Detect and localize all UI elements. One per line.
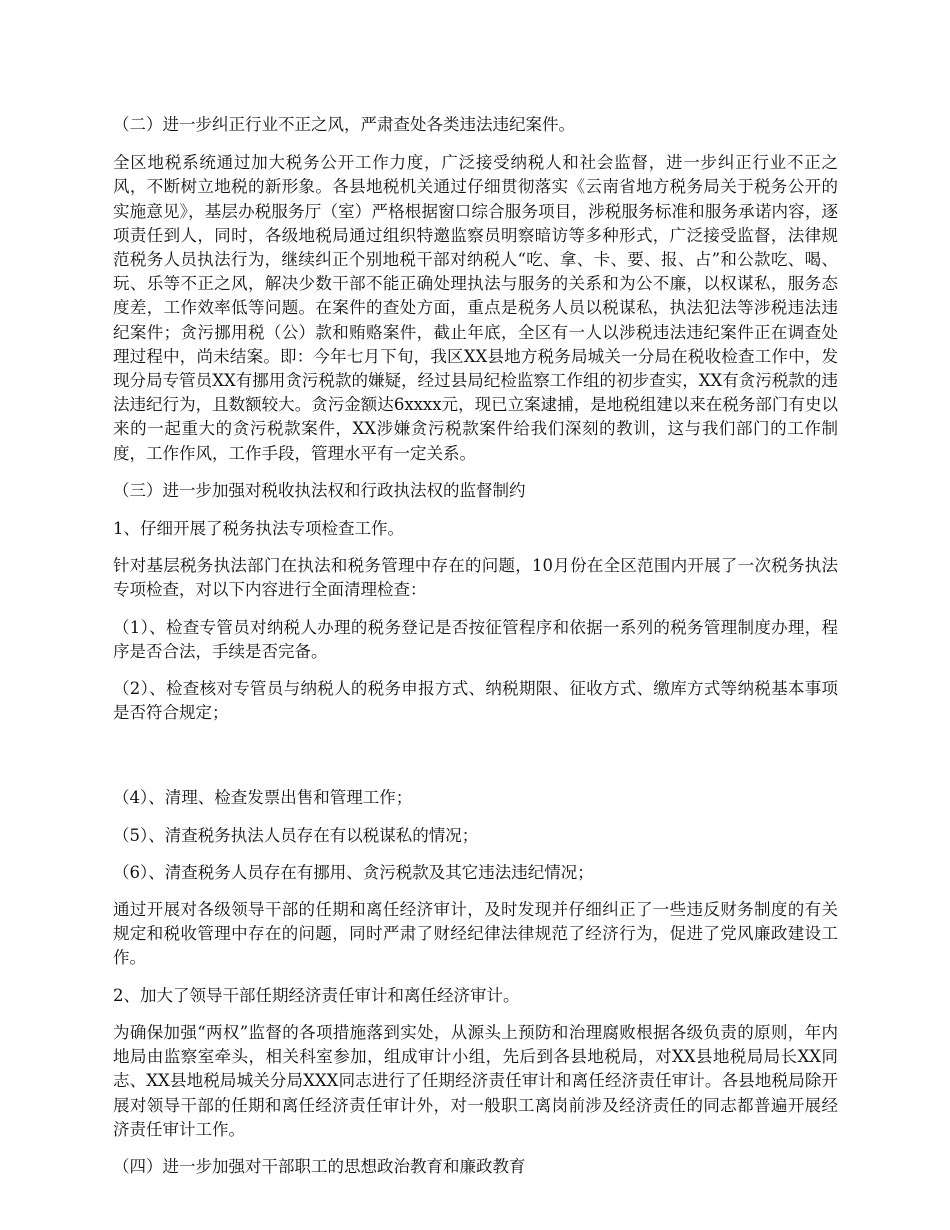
subheading-2: 2、加大了领导干部任期经济责任审计和离任经济审计。 bbox=[113, 985, 520, 1005]
list-item-4: （4）、清理、检查发票出售和管理工作； bbox=[113, 788, 413, 808]
body-paragraph-audit-work: 为确保加强“两权”监督的各项措施落到实处，从源头上预防和治理腐败根据各级负责的原则，年内地局由监察室牵头，相关科室参加，组成审计小组，先后到各县地税局，对XX县地税局局长XX同志、XX县地税局城关分局XXX同志进行了任期经济责任审计和离任经济责任审计。各县地税局除开展对领导干部的任期和离任经济责任审计外，对一般职工离岗前涉及经济责任的同志都普遍开展经济责任审计工作。 bbox=[113, 1022, 838, 1139]
section-heading-4: （四）进一步加强对干部职工的思想政治教育和廉政教育 bbox=[113, 1156, 526, 1176]
list-item-1: （1）、检查专管员对纳税人办理的税务登记是否按征管程序和依据一系列的税务管理制度办理，程序是否合法，手续是否完备。 bbox=[113, 617, 838, 661]
list-item-5: （5）、清查税务执法人员存在有以税谋私的情况； bbox=[113, 825, 479, 845]
list-item-6: （6）、清查税务人员存在有挪用、贪污税款及其它违法违纪情况； bbox=[113, 862, 594, 882]
blank-gap bbox=[113, 738, 838, 786]
body-paragraph-audit-results: 通过开展对各级领导干部的任期和离任经济审计，及时发现并仔细纠正了一些违反财务制度的有关规定和税收管理中存在的问题，同时严肃了财经纪律法律规范了经济行为，促进了党风廉政建设工作。 bbox=[113, 900, 838, 968]
section-heading-2: （二）进一步纠正行业不正之风，严肃查处各类违法违纪案件。 bbox=[113, 115, 575, 134]
subheading-1: 1、仔细开展了税务执法专项检查工作。 bbox=[113, 519, 404, 539]
body-paragraph-public-supervision: 全区地税系统通过加大税务公开工作力度，广泛接受纳税人和社会监督，进一步纠正行业不正之风，不断树立地税的新形象。各县地税机关通过仔细贯彻落实《云南省地方税务局关于税务公开的实施意见》，基层办税服务厅（室）严格根据窗口综合服务项目，涉税服务标准和服务承诺内容，逐项责任到人，同时，各级地税局通过组织特邀监察员明察暗访等多种形式，广泛接受监督，法律规范税务人员执法行为，继续纠正个别地税干部对纳税人“吃、拿、卡、要、报、占”和公款吃、喝、玩、乐等不正之风，解决少数干部不能正确处理执法与服务的关系和为公不廉，以权谋私，服务态度差，工作效率低等问题。在案件的查处方面，重点是税务人员以税谋私，执法犯法等涉税违法违纪案件；贪污挪用税（公）款和贿赂案件，截止年底，全区有一人以涉税违法违纪案件正在调查处理过程中，尚未结案。即：今年七月下旬，我区XX县地方税务局城关一分局在税收检查工作中，发现分局专管员XX有挪用贪污税款的嫌疑，经过县局纪检监察工作组的初步查实，XX有贪污税款的违法违纪行为，且数额较大。贪污金额达6xxxx元，现已立案逮捕，是地税组建以来在税务部门有史以来的一起重大的贪污税款案件，XX涉嫌贪污税款案件给我们深刻的教训，这与我们部门的工作制度，工作作风，工作手段，管理水平有一定关系。 bbox=[113, 153, 838, 463]
list-item-2: （2）、检查核对专管员与纳税人的税务申报方式、纳税期限、征收方式、缴库方式等纳税基本事项是否符合规定； bbox=[113, 679, 838, 723]
body-paragraph-special-inspection: 针对基层税务执法部门在执法和税务管理中存在的问题，10月份在全区范围内开展了一次税务执法专项检查，对以下内容进行全面清理检查： bbox=[113, 556, 838, 600]
section-heading-3: （三）进一步加强对税收执法权和行政执法权的监督制约 bbox=[113, 480, 526, 500]
